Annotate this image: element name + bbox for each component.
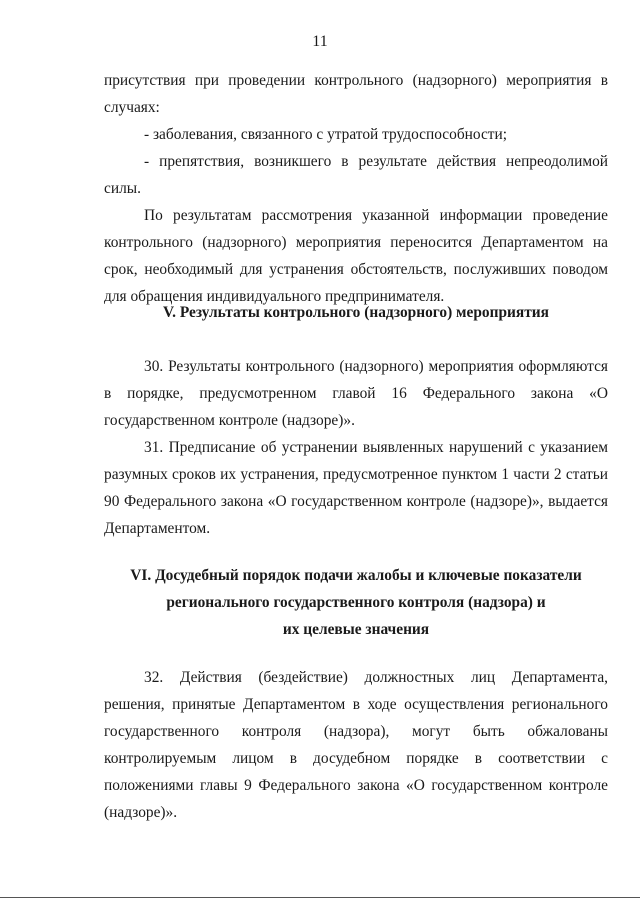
footer-divider [0,897,640,898]
paragraph-postponement: По результатам рассмотрения указанной информации проведение контрольного (надзорного) мероприятия переносится Департаментом на срок, необходимый для устранения обстоятельств, послуживших поводом для обращения индивидуального предпринимателя. [104,207,608,305]
text-block-3 [104,664,608,826]
page-number: 11 [312,33,328,50]
paragraph-30: 30. Результаты контрольного (надзорного) мероприятия оформляются в порядке, предусмотренном главой 16 Федерального закона «О государственном контроле (надзоре)». [104,358,608,429]
list-item-illness: - заболевания, связанного с утратой трудоспособности; [144,126,508,143]
text-block-1 [104,67,608,310]
paragraph-31: 31. Предписание об устранении выявленных нарушений с указанием разумных сроков их устранения, предусмотренное пунктом 1 части 2 статьи 90 Федерального закона «О государственном контроле (надзоре)», выдается Департаментом. [104,439,608,537]
section-5-title: V. Результаты контрольного (надзорного) мероприятия [163,304,549,321]
section-6-title-line-1: VI. Досудебный порядок подачи жалобы и ключевые показатели [130,567,582,584]
paragraph-continuation: присутствия при проведении контрольного (надзорного) мероприятия в случаях: [104,72,608,116]
section-6-title-line-3: их целевые значения [282,621,430,638]
section-6-title-line-2: регионального государственного контроля (надзора) и [166,594,546,611]
section-5-heading [104,299,608,326]
section-6-heading [104,562,608,643]
list-item-force-majeure: - препятствия, возникшего в результате действия непреодолимой силы. [104,153,608,197]
text-block-2 [104,353,608,542]
paragraph-32: 32. Действия (бездействие) должностных лиц Департамента, решения, принятые Департаментом в ходе осуществления регионального государственного контроля (надзора), могут быть обжалованы контролируемым лицом в досудебном порядке в соответствии с положениями главы 9 Федерального закона «О государственном контроле (надзоре)». [104,669,608,821]
